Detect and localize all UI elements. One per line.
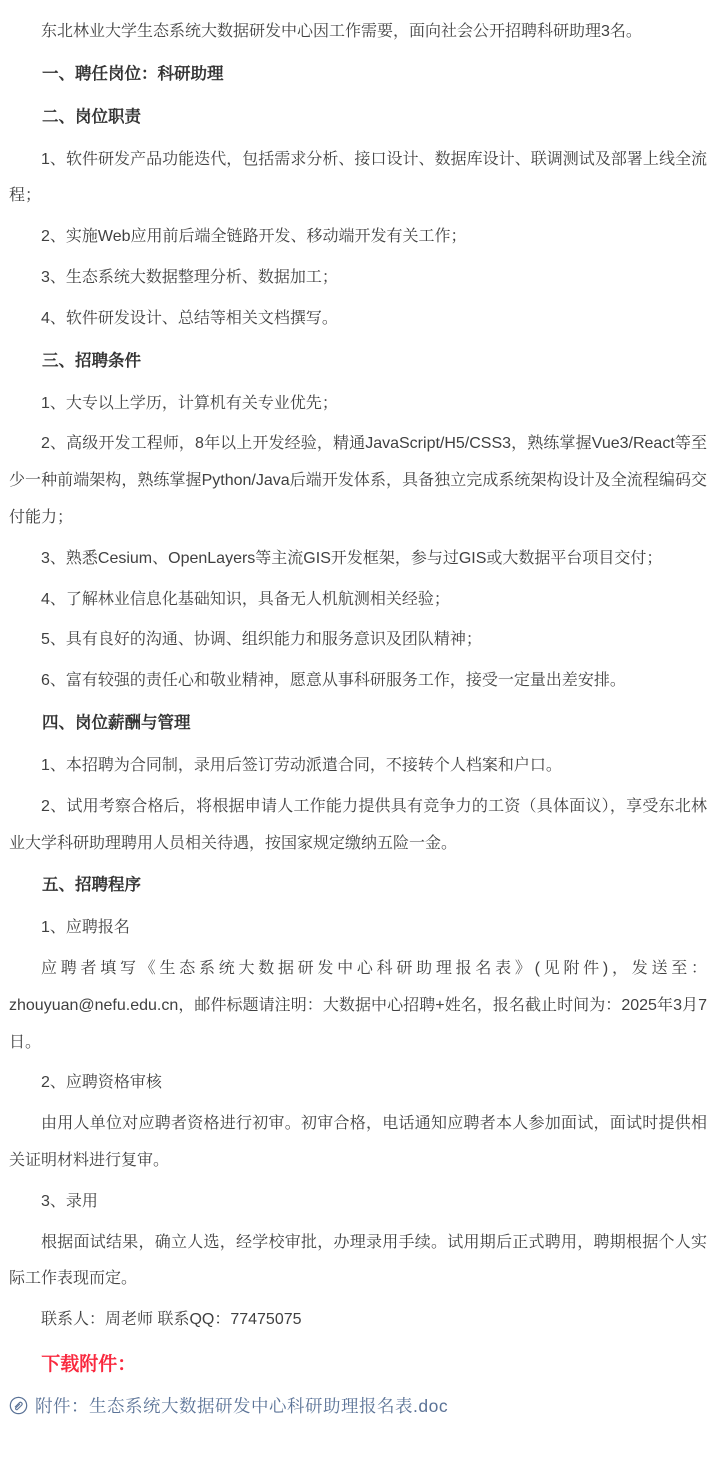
procedure-step-1-detail: 应聘者填写《生态系统大数据研发中心科研助理报名表》(见附件)，发送至：zhouyuan@nefu.edu.cn，邮件标题请注明：大数据中心招聘+姓名，报名截止时间为：2025年3月7日。 [9,960,707,1051]
download-attachment-heading: 下载附件： [41,1354,137,1375]
section-heading-salary: 四、岗位薪酬与管理 [42,713,191,732]
duty-item-1: 1、软件研发产品功能迭代，包括需求分析、接口设计、数据库设计、联调测试及部署上线全流程； [9,150,707,205]
salary-item-2: 2、试用考察合格后，将根据申请人工作能力提供具有竞争力的工资（具体面议），享受东北林业大学科研助理聘用人员相关待遇，按国家规定缴纳五险一金。 [9,797,707,852]
requirement-item-3: 3、熟悉Cesium、OpenLayers等主流GIS开发框架，参与过GIS或大数据平台项目交付； [41,549,663,567]
requirement-item-5: 5、具有良好的沟通、协调、组织能力和服务意识及团队精神； [41,631,482,649]
procedure-step-3-title: 3、录用 [41,1192,98,1210]
section-heading-position: 一、聘任岗位：科研助理 [42,64,224,83]
requirement-item-2: 2、高级开发工程师，8年以上开发经验，精通JavaScript/H5/CSS3，熟练掌握Vue3/React等至少一种前端架构，熟练掌握Python/Java后端开发体系，具备独立完成系统架构设计及全流程编码交付能力； [9,435,707,526]
attachment-row [9,1393,707,1418]
procedure-step-3-detail: 根据面试结果，确立人选，经学校审批，办理录用手续。试用期后正式聘用，聘期根据个人实际工作表现而定。 [9,1233,707,1288]
salary-item-1: 1、本招聘为合同制，录用后签订劳动派遣合同，不接转个人档案和户口。 [41,756,562,774]
procedure-step-2-title: 2、应聘资格审核 [41,1074,162,1092]
duty-item-2: 2、实施Web应用前后端全链路开发、移动端开发有关工作； [41,228,467,246]
attachment-link[interactable]: 附件：生态系统大数据研发中心科研助理报名表.doc [35,1396,449,1417]
procedure-step-1-title: 1、应聘报名 [41,919,130,937]
requirement-item-6: 6、富有较强的责任心和敬业精神，愿意从事科研服务工作，接受一定量出差安排。 [41,672,626,690]
section-heading-requirements: 三、招聘条件 [42,351,141,370]
intro-paragraph: 东北林业大学生态系统大数据研发中心因工作需要，面向社会公开招聘科研助理3名。 [41,23,642,40]
section-heading-duties: 二、岗位职责 [42,107,141,126]
requirement-item-1: 1、大专以上学历，计算机有关专业优先； [41,394,338,412]
duty-item-4: 4、软件研发设计、总结等相关文档撰写。 [41,309,338,327]
requirement-item-4: 4、了解林业信息化基础知识，具备无人机航测相关经验； [41,590,450,608]
section-heading-procedure: 五、招聘程序 [42,876,141,895]
procedure-step-2-detail: 由用人单位对应聘者资格进行初审。初审合格，电话通知应聘者本人参加面试，面试时提供相关证明材料进行复审。 [9,1115,707,1170]
contact-line: 联系人：周老师 联系QQ：77475075 [41,1311,302,1329]
duty-item-3: 3、生态系统大数据整理分析、数据加工； [41,269,338,287]
paperclip-icon [9,1396,28,1415]
